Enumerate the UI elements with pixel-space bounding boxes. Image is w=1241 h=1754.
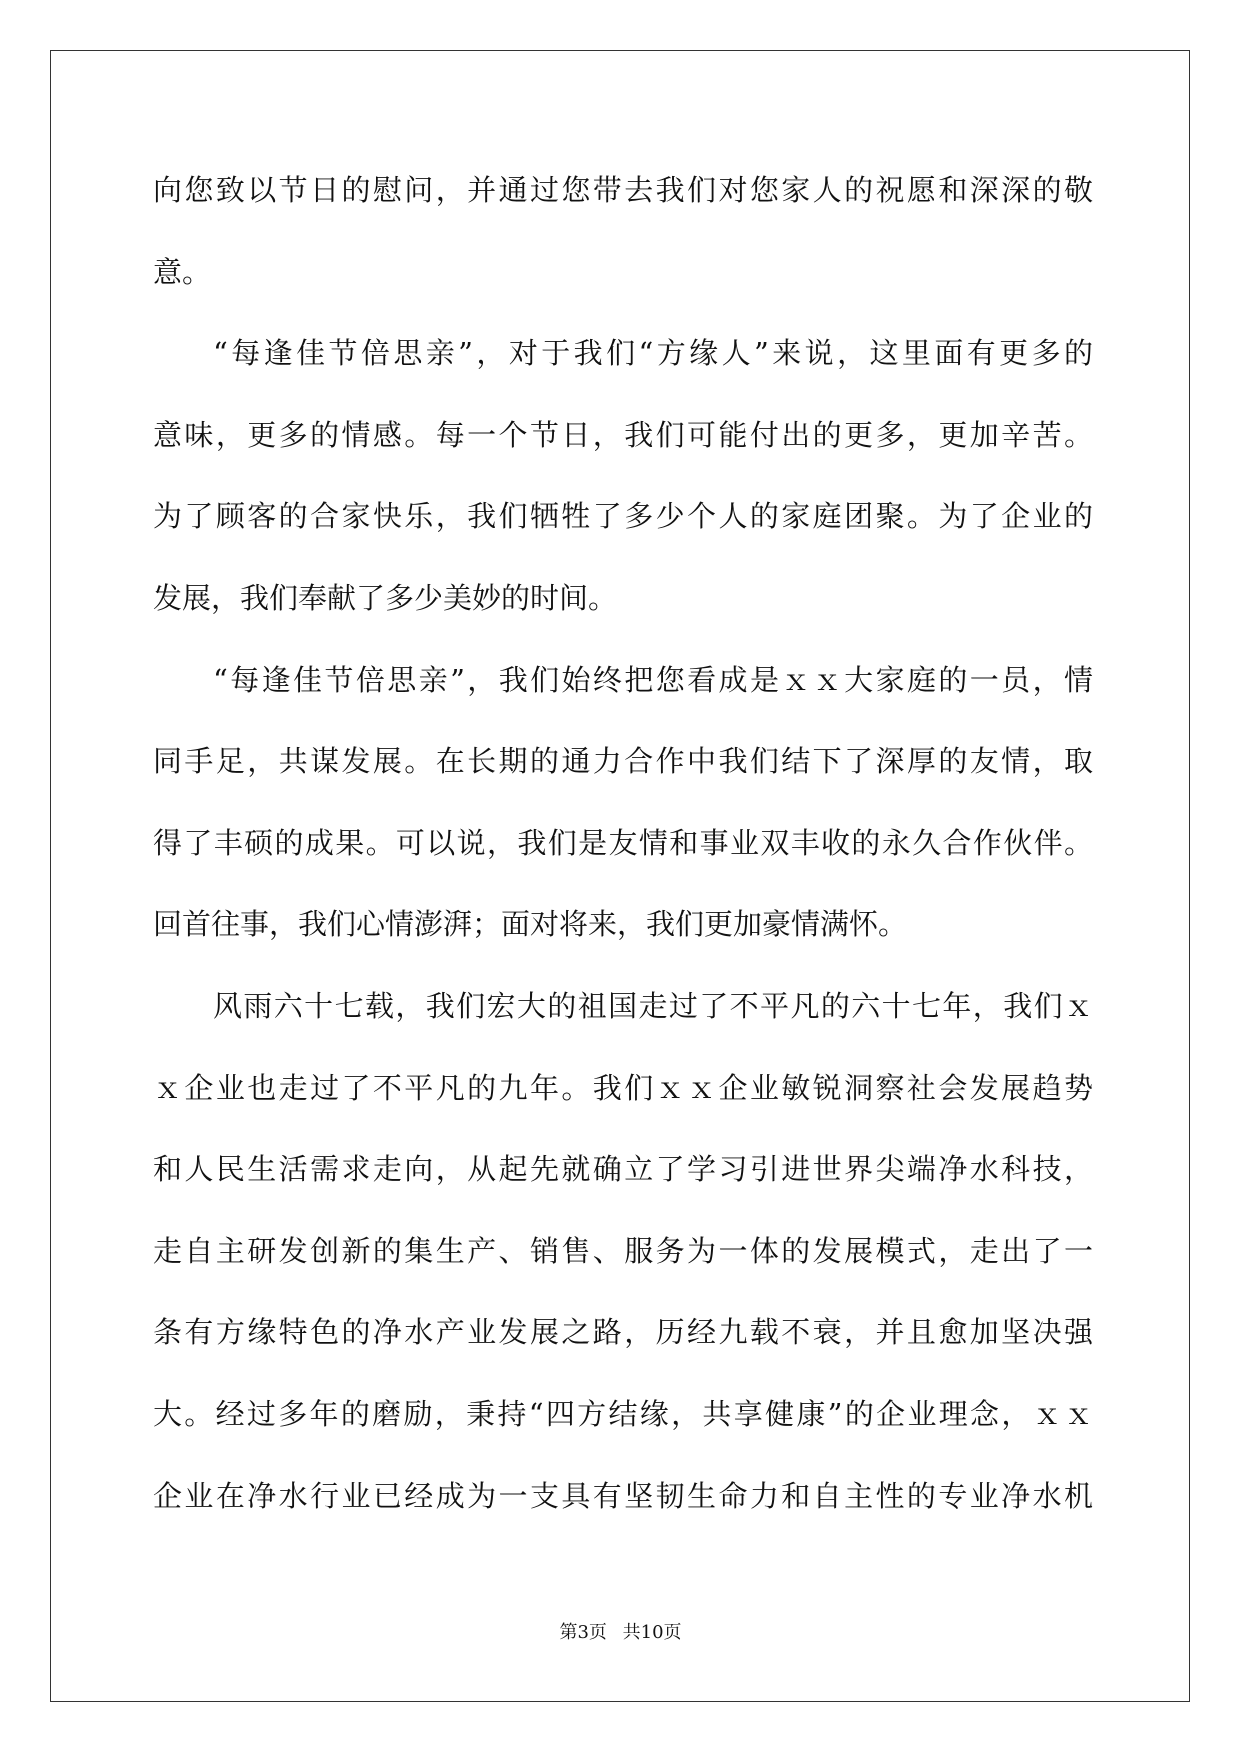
page-total: 共10页 xyxy=(622,1622,682,1643)
text-line: ｘ企业也走过了不平凡的九年。我们ｘｘ企业敏锐洞察社会发展趋势 xyxy=(153,1070,1093,1105)
text-line: 为了顾客的合家快乐，我们牺牲了多少个人的家庭团聚。为了企业的 xyxy=(153,499,1093,534)
document-body xyxy=(153,162,1093,1549)
text-line: 大。经过多年的磨励，秉持“四方结缘，共享健康”的企业理念，ｘｘ xyxy=(153,1396,1093,1431)
text-line: 企业在净水行业已经成为一支具有坚韧生命力和自主性的专业净水机 xyxy=(153,1478,1093,1513)
text-line: 条有方缘特色的净水产业发展之路，历经九载不衰，并且愈加坚决强 xyxy=(153,1315,1093,1350)
text-line: 风雨六十七载，我们宏大的祖国走过了不平凡的六十七年，我们ｘ xyxy=(213,988,1093,1023)
text-line: 意味，更多的情感。每一个节日，我们可能付出的更多，更加辛苦。 xyxy=(153,417,1093,452)
text-line: 走自主研发创新的集生产、销售、服务为一体的发展模式，走出了一 xyxy=(153,1233,1093,1268)
text-line: 和人民生活需求走向，从起先就确立了学习引进世界尖端净水科技， xyxy=(153,1152,1093,1187)
text-line: 发展，我们奉献了多少美妙的时间。 xyxy=(153,580,618,615)
text-line: 同手足，共谋发展。在长期的通力合作中我们结下了深厚的友情，取 xyxy=(153,744,1093,779)
text-line: “每逢佳节倍思亲”，对于我们“方缘人”来说，这里面有更多的 xyxy=(213,336,1093,371)
page-number: 第3页 xyxy=(559,1622,607,1643)
text-line: 回首往事，我们心情澎湃；面对将来，我们更加豪情满怀。 xyxy=(153,907,908,942)
text-line: 意。 xyxy=(153,254,212,289)
text-line: “每逢佳节倍思亲”，我们始终把您看成是ｘｘ大家庭的一员，情 xyxy=(213,662,1093,697)
page-footer xyxy=(0,1618,1241,1644)
text-line: 得了丰硕的成果。可以说，我们是友情和事业双丰收的永久合作伙伴。 xyxy=(153,825,1093,860)
text-line: 向您致以节日的慰问，并通过您带去我们对您家人的祝愿和深深的敬 xyxy=(153,173,1093,207)
